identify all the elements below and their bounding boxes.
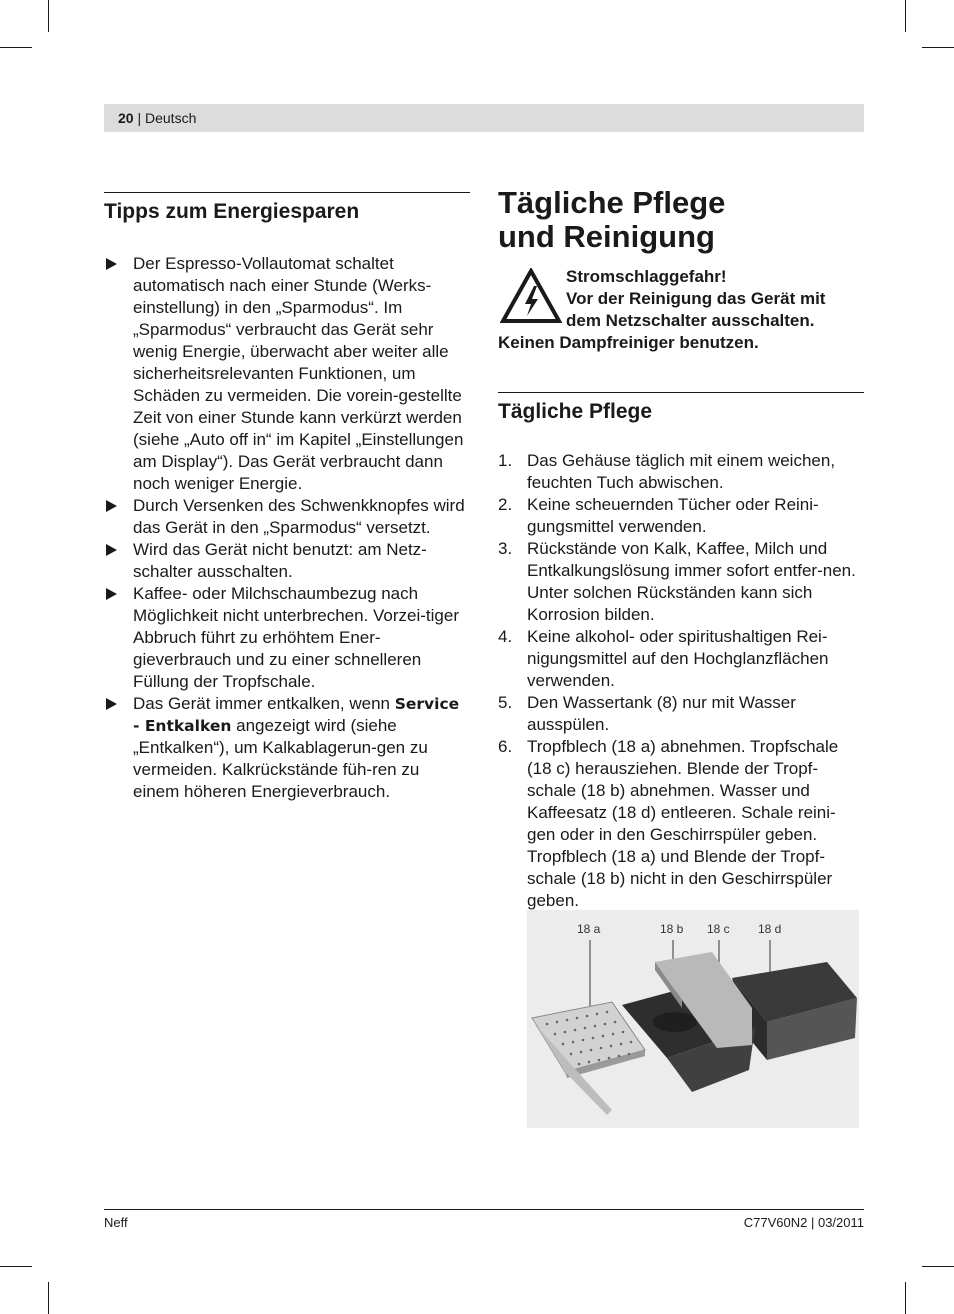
list-item <box>498 692 864 736</box>
step-number: 1. <box>498 451 513 471</box>
triangle-bullet-icon <box>106 588 117 600</box>
list-item <box>104 539 470 583</box>
triangle-bullet-icon <box>106 544 117 556</box>
crop-mark <box>48 0 49 32</box>
page-number: 20 <box>118 110 134 126</box>
warning-text: dem Netzschalter ausschalten. <box>566 311 815 330</box>
list-item-text: Tropfblech (18 a) abnehmen. Tropfschale (18 c) herausziehen. Blende der Tropf-schale (18 b) abnehmen. Wasser und Kaffeesatz (18 d) entleeren. Schale reini-gen oder in den Geschirrspüler geben. Tropfblech (18 a) und Blende der Tropf-schale (18 b) nicht in den Geschirrspüler geben. <box>527 737 839 911</box>
step-number: 3. <box>498 539 513 559</box>
header-language: Deutsch <box>145 110 197 126</box>
step-number: 4. <box>498 627 513 647</box>
triangle-bullet-icon <box>106 258 117 270</box>
list-item <box>498 450 864 494</box>
crop-mark <box>905 0 906 32</box>
figure-label: 18 d <box>758 922 782 936</box>
crop-mark <box>922 1266 954 1267</box>
header-separator: | <box>133 110 145 126</box>
list-item <box>498 736 864 912</box>
list-item <box>498 494 864 538</box>
section-heading: Tipps zum Energiesparen <box>104 200 360 223</box>
crop-mark <box>0 47 32 48</box>
list-item-text: Das Gerät immer entkalken, wenn <box>133 694 395 714</box>
triangle-bullet-icon <box>106 698 117 710</box>
list-item-text: Rückstände von Kalk, Kaffee, Milch und Entkalkungslösung immer sofort entfer-nen. Unter solchen Rückständen kann sich Korrosion bilden. <box>527 539 856 625</box>
section-heading: Tägliche Pflege <box>498 400 653 423</box>
crop-mark <box>922 47 954 48</box>
title-line: und Reinigung <box>498 219 715 254</box>
page-header <box>104 104 864 132</box>
list-item <box>104 495 470 539</box>
list-item <box>104 583 470 693</box>
drip-tray-figure <box>527 910 859 1128</box>
list-item-text: Den Wassertank (8) nur mit Wasser ausspülen. <box>527 693 796 735</box>
triangle-bullet-icon <box>106 500 117 512</box>
title-line: Tägliche Pflege <box>498 185 726 220</box>
figure-label: 18 c <box>707 922 730 936</box>
tips-list <box>104 253 470 803</box>
footer-rule <box>104 1209 864 1210</box>
drip-tray-illustration <box>527 910 859 1128</box>
crop-mark <box>905 1282 906 1314</box>
display-text: Service - Entkalken <box>133 695 460 736</box>
warning-text: Vor der Reinigung das Gerät mit <box>566 289 826 308</box>
warning-text: Keinen Dampfreiniger benutzen. <box>498 333 759 352</box>
figure-label: 18 b <box>660 922 684 936</box>
step-number: 5. <box>498 693 513 713</box>
step-number: 2. <box>498 495 513 515</box>
list-item-text: Der Espresso-Vollautomat schaltet automatisch nach einer Stunde (Werks-einstellung) in den „Sparmodus“. Im „Sparmodus“ verbraucht das Gerät sehr wenig Energie, überwacht aber weiter alle sicherheitsrelevanten Funktionen, um Schäden zu vermeiden. Die vorein-gestellte Zeit von einer Stunde kann verkürzt werden (siehe „Auto off in“ im Kapitel „Einstellungen am Display“). Das Gerät verbraucht dann noch weniger Energie. <box>133 254 464 494</box>
crop-mark <box>48 1282 49 1314</box>
list-item-text: Kaffee- oder Milchschaumbezug nach Möglichkeit nicht unterbrechen. Vorzei-tiger Abbruch führt zu erhöhtem Ener-gieverbrauch und zu einer schnelleren Füllung der Tropfschale. <box>133 584 459 692</box>
list-item-text: Wird das Gerät nicht benutzt: am Netz-schalter ausschalten. <box>133 540 427 582</box>
footer-model-date: C77V60N2 | 03/2011 <box>743 1215 864 1230</box>
list-item-text: Durch Versenken des Schwenkknopfes wird das Gerät in den „Sparmodus“ versetzt. <box>133 496 465 538</box>
warning-title: Stromschlaggefahr! <box>566 267 727 286</box>
list-item-text: angezeigt wird (siehe „Entkalken“), um Kalkablagerun-gen zu vermeiden. Kalkrückstände füh-ren zu einem höheren Energieverbrauch. <box>133 716 428 802</box>
list-item <box>498 626 864 692</box>
figure-label: 18 a <box>577 922 601 936</box>
page-title <box>498 186 864 254</box>
electric-hazard-icon <box>500 268 562 324</box>
step-number: 6. <box>498 737 513 757</box>
care-section <box>498 186 864 912</box>
crop-mark <box>0 1266 32 1267</box>
energy-tips-section <box>104 192 470 803</box>
list-item <box>498 538 864 626</box>
warning-box <box>498 266 864 332</box>
list-item-text: Keine alkohol- oder spiritushaltigen Rei-nigungsmittel auf den Hochglanzflächen verwenden. <box>527 627 829 691</box>
list-item-text: Keine scheuernden Tücher oder Reini-gungsmittel verwenden. <box>527 495 819 537</box>
care-steps-list <box>498 450 864 912</box>
footer-brand: Neff <box>104 1215 128 1230</box>
list-item-text: Das Gehäuse täglich mit einem weichen, feuchten Tuch abwischen. <box>527 451 836 493</box>
list-item <box>104 253 470 495</box>
list-item <box>104 693 470 803</box>
